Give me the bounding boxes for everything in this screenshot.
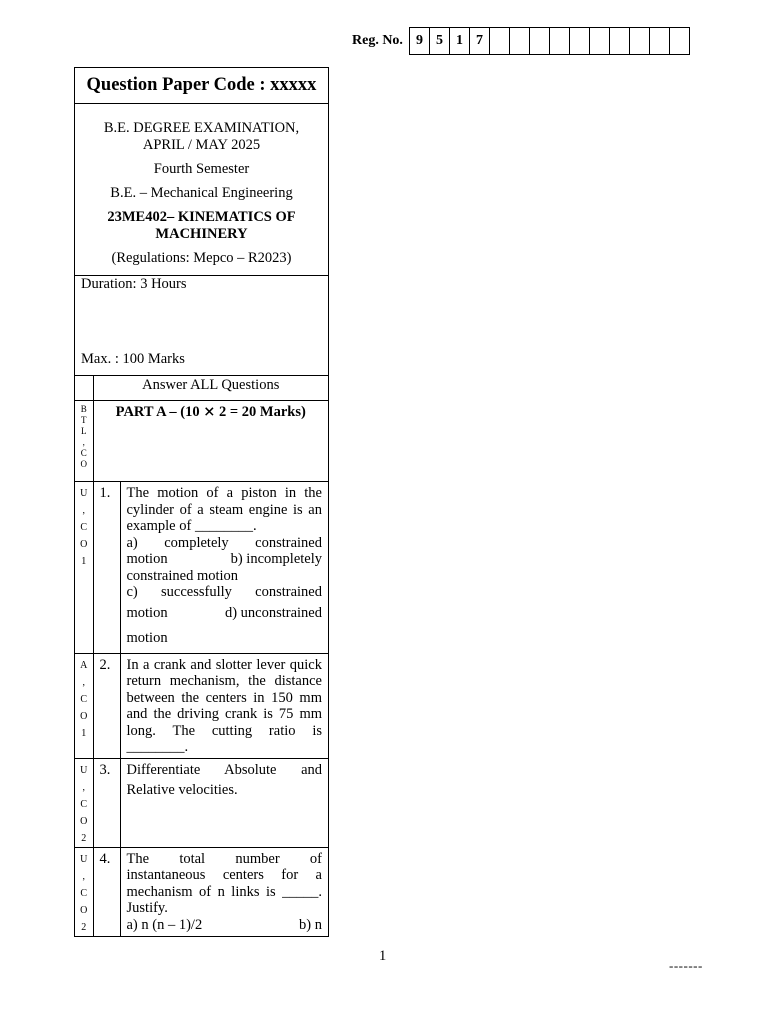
btl-char: U	[80, 853, 88, 865]
btl-co-header	[75, 401, 93, 482]
btl-char: 1	[81, 556, 87, 567]
btl-char: C	[80, 522, 88, 533]
reg-digit-box	[490, 28, 510, 54]
option-a-cont: motion	[126, 551, 168, 567]
instructions-row	[75, 376, 328, 401]
question-stem: The motion of a piston in the cylinder of a steam engine is an example of ________.	[126, 485, 322, 534]
reg-digit-box	[670, 28, 690, 54]
exam-header	[75, 104, 328, 276]
option-d: d) unconstrained	[224, 604, 322, 621]
option-row	[127, 551, 323, 568]
semester: Fourth Semester	[153, 161, 250, 177]
btl-char: ,	[82, 870, 85, 882]
option-row	[127, 601, 323, 626]
option-c: c) successfully constrained	[126, 584, 322, 600]
btl-char: U	[80, 488, 88, 499]
question-text: In a crank and slotter lever quick return mechanism, the distance between the centers in 150 mm and the driving crank is 75 mm long. The cutting ratio is ________.	[120, 653, 328, 758]
btl-char: 1	[81, 727, 87, 739]
question-row	[75, 847, 328, 936]
btl-empty-cell	[75, 376, 93, 401]
question-number: 4.	[93, 847, 120, 936]
btl-char: U	[80, 764, 88, 776]
course-title-line1: 23ME402– KINEMATICS OF	[107, 209, 296, 225]
question-stem-line2: Relative velocities.	[126, 782, 238, 798]
reg-number	[352, 27, 690, 55]
reg-number-label: Reg. No.	[352, 33, 403, 48]
btl-char: C	[80, 887, 88, 899]
page-number: 1	[379, 948, 387, 964]
btl-char: C	[80, 693, 88, 705]
part-a-header-row	[75, 401, 328, 482]
question-number: 3.	[93, 758, 120, 847]
btl-co-cell	[75, 482, 93, 654]
option-d-cont: motion	[126, 629, 168, 646]
question-row	[75, 758, 328, 847]
btl-char: B	[80, 404, 87, 414]
regulations: (Regulations: Mepco – R2023)	[111, 250, 292, 266]
questions-table	[75, 376, 328, 936]
question-paper-code: Question Paper Code : xxxxx	[75, 68, 328, 104]
question-row	[75, 482, 328, 654]
reg-digit-box	[550, 28, 570, 54]
question-stem: The total number of instantaneous centers for a mechanism of n links is _____. Justify.	[126, 850, 322, 916]
course-title-line2: MACHINERY	[155, 226, 248, 242]
exam-title-line2: APRIL / MAY 2025	[142, 137, 261, 153]
question-number: 2.	[93, 653, 120, 758]
duration: Duration: 3 Hours	[81, 276, 187, 292]
answer-all-instruction: Answer ALL Questions	[93, 376, 328, 401]
btl-char: O	[80, 815, 88, 827]
reg-digit-box: 1	[450, 28, 470, 54]
btl-char: 2	[81, 921, 87, 933]
max-marks: Max. : 100 Marks	[81, 351, 185, 367]
btl-char: ,	[82, 505, 85, 516]
btl-char: L	[81, 426, 87, 436]
btl-co-cell	[75, 653, 93, 758]
option-c-cont: motion	[126, 604, 168, 621]
option-a: a) completely constrained	[126, 534, 322, 551]
question-text	[120, 758, 328, 847]
question-paper	[74, 67, 329, 937]
option-b: b) n	[299, 916, 322, 933]
part-a-heading: PART A – (10 ⨯ 2 = 20 Marks)	[93, 401, 328, 482]
reg-number-boxes	[409, 27, 690, 55]
btl-co-cell	[75, 847, 93, 936]
question-row	[75, 653, 328, 758]
btl-char: A	[80, 659, 88, 671]
reg-digit-box	[650, 28, 670, 54]
btl-char: ,	[82, 437, 85, 447]
option-b: b) incompletely	[230, 551, 322, 567]
reg-digit-box	[530, 28, 550, 54]
btl-char: O	[80, 459, 87, 469]
btl-char: ,	[82, 781, 85, 793]
option-b-cont: constrained motion	[126, 567, 239, 584]
btl-char: ,	[82, 676, 85, 688]
btl-char: C	[80, 798, 88, 810]
reg-digit-box	[610, 28, 630, 54]
exam-title-line1: B.E. DEGREE EXAMINATION,	[103, 120, 300, 136]
reg-digit-box: 9	[410, 28, 430, 54]
branch: B.E. – Mechanical Engineering	[110, 185, 293, 201]
question-stem-line1: Differentiate Absolute and	[126, 761, 322, 778]
reg-digit-box	[630, 28, 650, 54]
btl-char: 2	[81, 832, 87, 844]
btl-char: O	[80, 539, 88, 550]
question-number: 1.	[93, 482, 120, 654]
option-row	[127, 917, 323, 934]
btl-co-cell	[75, 758, 93, 847]
option-a: a) n (n – 1)/2	[126, 916, 203, 933]
reg-digit-box	[590, 28, 610, 54]
btl-char: O	[80, 710, 88, 722]
reg-digit-box	[510, 28, 530, 54]
duration-block	[75, 276, 328, 376]
reg-digit-box	[570, 28, 590, 54]
btl-char: C	[80, 448, 87, 458]
btl-char: O	[80, 904, 88, 916]
question-text	[120, 847, 328, 936]
question-text	[120, 482, 328, 654]
reg-digit-box: 5	[430, 28, 450, 54]
reg-digit-box: 7	[470, 28, 490, 54]
btl-char: T	[81, 415, 87, 425]
footer-dashes: -------	[669, 958, 703, 973]
